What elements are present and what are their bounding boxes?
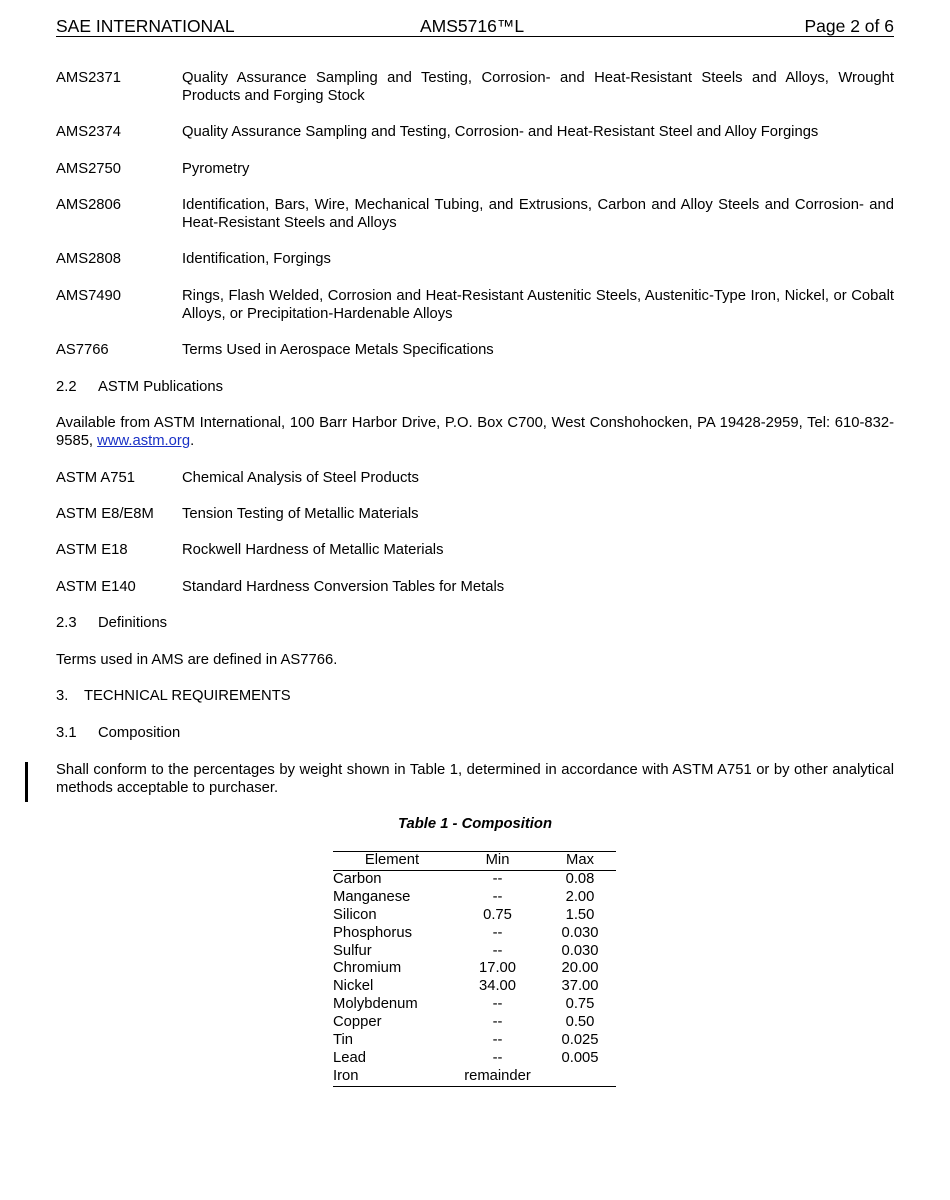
- section-title: ASTM Publications: [98, 379, 224, 395]
- cell-max: 0.005: [561, 1049, 599, 1066]
- table-caption: Table 1 - Composition: [397, 816, 552, 832]
- reference-title: Standard Hardness Conversion Tables for Metals: [182, 579, 505, 595]
- table-row: [333, 907, 616, 925]
- reference-row: [56, 541, 894, 559]
- cell-element: Nickel: [333, 978, 374, 995]
- column-header-max: Max: [544, 852, 616, 871]
- cell-min: --: [492, 1049, 503, 1066]
- cell-max: 1.50: [565, 906, 595, 923]
- cell-max: 0.030: [561, 942, 599, 959]
- section-number: 2.3: [56, 615, 77, 631]
- cell-element: Silicon: [333, 906, 377, 923]
- column-header-element: Element: [333, 852, 451, 871]
- cell-max: 0.50: [565, 1014, 595, 1031]
- reference-row: [56, 505, 894, 523]
- section-heading-2-2: [56, 378, 894, 396]
- reference-row: [56, 578, 894, 596]
- reference-title: Identification, Bars, Wire, Mechanical Tubing, and Extrusions, Carbon and Alloy Steels and Corrosion- and Heat-Resistant Steels and Alloys: [182, 197, 894, 231]
- cell-min: 17.00: [478, 960, 517, 977]
- section-title: TECHNICAL REQUIREMENTS: [84, 688, 291, 704]
- cell-max: 0.08: [565, 870, 595, 887]
- table-row: [333, 960, 616, 978]
- cell-element: Manganese: [333, 888, 411, 905]
- reference-code: ASTM A751: [56, 470, 135, 486]
- cell-min: --: [492, 1032, 503, 1049]
- cell-max: 2.00: [565, 888, 595, 905]
- column-header-min: Min: [451, 852, 544, 871]
- page-header: [56, 16, 894, 37]
- cell-min: --: [492, 924, 503, 941]
- reference-row: [56, 123, 894, 141]
- composition-table: [333, 851, 616, 1087]
- composition-paragraph: Shall conform to the percentages by weight shown in Table 1, determined in accordance with ASTM A751 or by other analytical methods acceptable to purchaser.: [56, 762, 894, 796]
- table-row: [333, 925, 616, 943]
- section-number: 3.: [56, 688, 69, 704]
- astm-website-link[interactable]: www.astm.org: [97, 433, 191, 449]
- table-row: [333, 943, 616, 961]
- cell-min: 0.75: [483, 906, 512, 923]
- reference-title: Rockwell Hardness of Metallic Materials: [182, 542, 444, 558]
- table-row: [333, 1032, 616, 1050]
- reference-title: Chemical Analysis of Steel Products: [182, 470, 419, 486]
- reference-row: [56, 69, 894, 105]
- cell-min: --: [492, 1014, 503, 1031]
- reference-row: [56, 160, 894, 178]
- availability-end: .: [190, 433, 195, 449]
- availability-text: Available from ASTM International, 100 Barr Harbor Drive, P.O. Box C700, West Conshohocken, PA 19428-2959, Tel: 610-832-9585,: [56, 415, 894, 449]
- cell-max: 0.030: [561, 924, 599, 941]
- section-title: Composition: [98, 725, 181, 741]
- section-title: Definitions: [98, 615, 168, 631]
- table-header-row: [333, 852, 616, 871]
- revision-change-bar: [25, 762, 28, 802]
- reference-title: Quality Assurance Sampling and Testing, Corrosion- and Heat-Resistant Steels and Alloys, Wrought Products and Forging Stock: [182, 70, 894, 104]
- cell-max: 20.00: [561, 960, 599, 977]
- reference-code: AMS2371: [56, 70, 121, 86]
- cell-element: Lead: [333, 1049, 366, 1066]
- section-number: 3.1: [56, 725, 77, 741]
- reference-title: Terms Used in Aerospace Metals Specifications: [182, 342, 494, 358]
- section-number: 2.2: [56, 379, 77, 395]
- cell-max: 0.75: [565, 996, 595, 1013]
- reference-row: [56, 341, 894, 359]
- reference-code: AS7766: [56, 342, 109, 358]
- table-row: [333, 996, 616, 1014]
- cell-element: Copper: [333, 1014, 382, 1031]
- table-row: [333, 1050, 616, 1068]
- cell-element: Tin: [333, 1032, 354, 1049]
- table-row: [333, 1068, 616, 1086]
- definitions-paragraph: Terms used in AMS are defined in AS7766.: [56, 652, 338, 668]
- section-heading-3-1: [56, 724, 894, 742]
- table-row: [333, 889, 616, 907]
- reference-code: ASTM E18: [56, 542, 128, 558]
- cell-max: [544, 1068, 616, 1086]
- reference-code: AMS2374: [56, 124, 121, 140]
- cell-max: 0.025: [561, 1032, 599, 1049]
- cell-element: Phosphorus: [333, 924, 412, 941]
- cell-min: --: [492, 888, 503, 905]
- section-heading-3: [56, 687, 894, 705]
- header-org: SAE INTERNATIONAL: [56, 16, 235, 36]
- header-page-number: Page 2 of 6: [804, 16, 894, 36]
- cell-min: remainder: [451, 1068, 544, 1086]
- reference-code: AMS2808: [56, 251, 121, 267]
- reference-row: [56, 287, 894, 323]
- header-doc-number: AMS5716™L: [420, 16, 525, 36]
- reference-title: Tension Testing of Metallic Materials: [182, 506, 419, 522]
- cell-max: 37.00: [561, 978, 599, 995]
- cell-min: --: [492, 996, 503, 1013]
- cell-element: Carbon: [333, 870, 382, 887]
- reference-title: Rings, Flash Welded, Corrosion and Heat-Resistant Austenitic Steels, Austenitic-Type Iron, Nickel, or Cobalt Alloys, or Precipitation-Hardenable Alloys: [182, 288, 894, 322]
- cell-min: --: [492, 870, 503, 887]
- reference-title: Pyrometry: [182, 161, 250, 177]
- cell-element: Iron: [333, 1068, 451, 1086]
- astm-availability-paragraph: [56, 414, 894, 450]
- reference-row: [56, 469, 894, 487]
- reference-code: AMS2806: [56, 197, 121, 213]
- cell-min: --: [492, 942, 503, 959]
- reference-code: AMS7490: [56, 288, 121, 304]
- table-row: [333, 870, 616, 888]
- section-heading-2-3: [56, 614, 894, 632]
- reference-code: AMS2750: [56, 161, 121, 177]
- table-row: [333, 978, 616, 996]
- reference-title: Identification, Forgings: [182, 251, 331, 267]
- cell-min: 34.00: [478, 978, 517, 995]
- cell-element: Sulfur: [333, 942, 372, 959]
- cell-element: Molybdenum: [333, 996, 418, 1013]
- table-row: [333, 1014, 616, 1032]
- cell-element: Chromium: [333, 960, 402, 977]
- reference-code: ASTM E8/E8M: [56, 506, 154, 522]
- reference-code: ASTM E140: [56, 579, 136, 595]
- reference-row: [56, 196, 894, 232]
- reference-title: Quality Assurance Sampling and Testing, Corrosion- and Heat-Resistant Steel and Alloy Forgings: [182, 124, 819, 140]
- reference-row: [56, 250, 894, 268]
